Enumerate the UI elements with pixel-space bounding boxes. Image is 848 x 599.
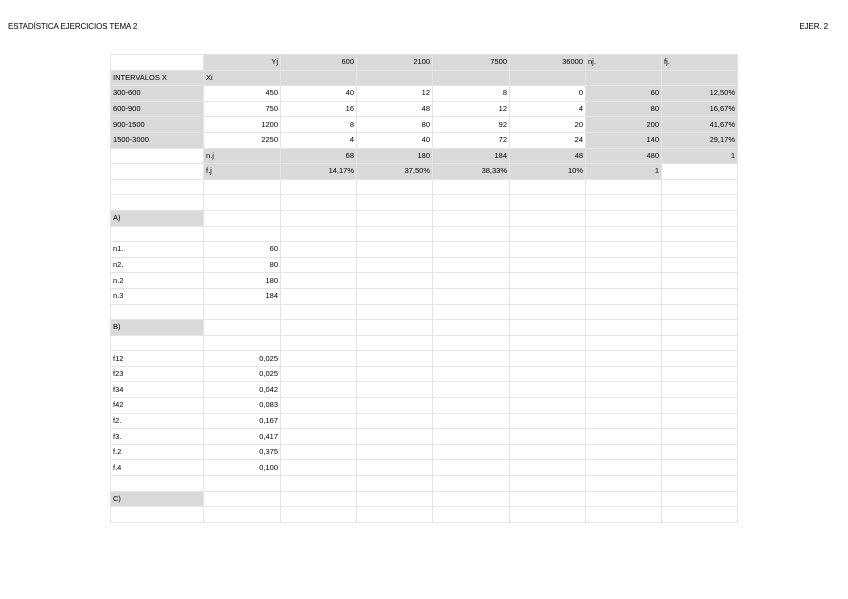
empty-cell[interactable]	[510, 226, 586, 242]
empty-cell[interactable]	[433, 429, 510, 445]
empty-cell[interactable]	[662, 320, 738, 336]
empty-cell[interactable]	[510, 179, 586, 195]
section-a-row	[111, 210, 738, 226]
header-blank[interactable]	[510, 70, 586, 86]
fj-value[interactable]: 37,50%	[357, 164, 433, 180]
header-row-y	[111, 55, 738, 71]
nj-total[interactable]: 480	[586, 148, 662, 164]
frequency-cell[interactable]: 48	[357, 101, 433, 117]
empty-cell[interactable]	[204, 179, 281, 195]
empty-cell[interactable]	[510, 366, 586, 382]
answer-row	[111, 398, 738, 414]
nj-value[interactable]: 184	[433, 148, 510, 164]
answer-row	[111, 429, 738, 445]
empty-cell[interactable]	[662, 382, 738, 398]
empty-cell[interactable]	[111, 164, 204, 180]
answer-value[interactable]: 0,025	[204, 366, 281, 382]
empty-cell[interactable]	[433, 195, 510, 211]
frequency-cell[interactable]: 24	[510, 132, 586, 148]
fj-value[interactable]: 10%	[510, 164, 586, 180]
empty-cell[interactable]	[586, 491, 662, 507]
frequency-cell[interactable]: 20	[510, 117, 586, 133]
interval-label[interactable]: 900-1500	[111, 117, 204, 133]
empty-cell[interactable]	[281, 382, 357, 398]
empty-cell[interactable]	[357, 398, 433, 414]
empty-cell[interactable]	[586, 335, 662, 351]
empty-cell[interactable]	[204, 491, 281, 507]
answer-row	[111, 444, 738, 460]
empty-cell[interactable]	[204, 335, 281, 351]
empty-cell[interactable]	[510, 195, 586, 211]
ni-value[interactable]: 60	[586, 86, 662, 102]
empty-cell[interactable]	[586, 507, 662, 523]
empty-cell[interactable]	[111, 179, 204, 195]
exercise-number: EJER. 2	[799, 22, 828, 31]
empty-cell[interactable]	[357, 210, 433, 226]
empty-cell[interactable]	[281, 491, 357, 507]
fi-value[interactable]: 12,50%	[662, 86, 738, 102]
empty-cell[interactable]	[433, 304, 510, 320]
empty-cell[interactable]	[586, 288, 662, 304]
intervals-label[interactable]: INTERVALOS X	[111, 70, 204, 86]
empty-cell[interactable]	[586, 444, 662, 460]
answer-value[interactable]: 80	[204, 257, 281, 273]
empty-cell[interactable]	[281, 304, 357, 320]
answer-name[interactable]: f2.	[111, 413, 204, 429]
corner-cell[interactable]	[111, 55, 204, 71]
empty-cell[interactable]	[586, 382, 662, 398]
data-row	[111, 132, 738, 148]
fi-value[interactable]: 29,17%	[662, 132, 738, 148]
fj-total[interactable]: 1	[586, 164, 662, 180]
frequency-cell[interactable]: 80	[357, 117, 433, 133]
empty-cell[interactable]	[586, 273, 662, 289]
empty-cell[interactable]	[662, 366, 738, 382]
empty-cell[interactable]	[281, 398, 357, 414]
empty-cell[interactable]	[281, 242, 357, 258]
fi-value[interactable]: 16,67%	[662, 101, 738, 117]
xi-value[interactable]: 1200	[204, 117, 281, 133]
empty-cell[interactable]	[510, 382, 586, 398]
empty-cell[interactable]	[357, 444, 433, 460]
answer-value[interactable]: 0,417	[204, 429, 281, 445]
empty-cell[interactable]	[281, 444, 357, 460]
frequency-cell[interactable]: 4	[510, 101, 586, 117]
empty-cell[interactable]	[510, 507, 586, 523]
interval-label[interactable]: 600-900	[111, 101, 204, 117]
empty-cell[interactable]	[357, 335, 433, 351]
empty-cell[interactable]	[204, 507, 281, 523]
sheet-row	[111, 195, 738, 211]
section-c-row	[111, 491, 738, 507]
fi-total[interactable]: 1	[662, 148, 738, 164]
empty-cell[interactable]	[281, 257, 357, 273]
fj-row	[111, 164, 738, 180]
empty-cell[interactable]	[433, 273, 510, 289]
empty-cell[interactable]	[586, 413, 662, 429]
empty-cell[interactable]	[357, 366, 433, 382]
nj-value[interactable]: 68	[281, 148, 357, 164]
empty-cell[interactable]	[586, 242, 662, 258]
fj-value[interactable]: 38,33%	[433, 164, 510, 180]
sheet-row	[111, 507, 738, 523]
answer-row	[111, 257, 738, 273]
sheet-row	[111, 304, 738, 320]
ni-value[interactable]: 200	[586, 117, 662, 133]
empty-cell[interactable]	[662, 351, 738, 367]
empty-cell[interactable]	[281, 288, 357, 304]
empty-cell[interactable]	[433, 491, 510, 507]
empty-cell[interactable]	[510, 351, 586, 367]
empty-cell[interactable]	[510, 304, 586, 320]
header-row-x	[111, 70, 738, 86]
answer-name[interactable]: n.2	[111, 273, 204, 289]
frequency-cell[interactable]: 4	[281, 132, 357, 148]
empty-cell[interactable]	[111, 148, 204, 164]
empty-cell[interactable]	[586, 257, 662, 273]
empty-cell[interactable]	[662, 491, 738, 507]
empty-cell[interactable]	[662, 429, 738, 445]
empty-cell[interactable]	[662, 304, 738, 320]
empty-cell[interactable]	[510, 476, 586, 492]
empty-cell[interactable]	[510, 273, 586, 289]
empty-cell[interactable]	[586, 195, 662, 211]
empty-cell[interactable]	[357, 460, 433, 476]
nj-value[interactable]: 48	[510, 148, 586, 164]
empty-cell[interactable]	[281, 429, 357, 445]
answer-name[interactable]: f23	[111, 366, 204, 382]
empty-cell[interactable]	[433, 366, 510, 382]
answer-value[interactable]: 0,025	[204, 351, 281, 367]
header-blank[interactable]	[281, 70, 357, 86]
answer-value[interactable]: 0,167	[204, 413, 281, 429]
ni-dot-label[interactable]: nj.	[586, 55, 662, 71]
answer-value[interactable]: 0,100	[204, 460, 281, 476]
empty-cell[interactable]	[662, 273, 738, 289]
nj-row	[111, 148, 738, 164]
answer-name[interactable]: n1.	[111, 242, 204, 258]
answer-value[interactable]: 60	[204, 242, 281, 258]
empty-cell[interactable]	[204, 320, 281, 336]
empty-cell[interactable]	[433, 413, 510, 429]
answer-row	[111, 460, 738, 476]
empty-cell[interactable]	[510, 444, 586, 460]
empty-cell[interactable]	[510, 257, 586, 273]
data-row	[111, 101, 738, 117]
empty-cell[interactable]	[662, 195, 738, 211]
empty-cell[interactable]	[357, 382, 433, 398]
empty-cell[interactable]	[662, 507, 738, 523]
empty-cell[interactable]	[433, 476, 510, 492]
y-value[interactable]: 2100	[357, 55, 433, 71]
empty-cell[interactable]	[357, 242, 433, 258]
data-row	[111, 117, 738, 133]
empty-cell[interactable]	[281, 210, 357, 226]
empty-cell[interactable]	[111, 476, 204, 492]
empty-cell[interactable]	[662, 413, 738, 429]
interval-label[interactable]: 300-600	[111, 86, 204, 102]
answer-value[interactable]: 184	[204, 288, 281, 304]
empty-cell[interactable]	[357, 429, 433, 445]
empty-cell[interactable]	[510, 210, 586, 226]
yj-label[interactable]: Yj	[204, 55, 281, 71]
empty-cell[interactable]	[357, 476, 433, 492]
empty-cell[interactable]	[510, 429, 586, 445]
empty-cell[interactable]	[433, 226, 510, 242]
frequency-cell[interactable]: 12	[433, 101, 510, 117]
empty-cell[interactable]	[357, 195, 433, 211]
sheet-row	[111, 226, 738, 242]
empty-cell[interactable]	[433, 444, 510, 460]
frequency-cell[interactable]: 12	[357, 86, 433, 102]
empty-cell[interactable]	[433, 179, 510, 195]
answer-row	[111, 382, 738, 398]
fj-value[interactable]: 14,17%	[281, 164, 357, 180]
ni-value[interactable]: 140	[586, 132, 662, 148]
header-blank[interactable]	[357, 70, 433, 86]
frequency-cell[interactable]: 72	[433, 132, 510, 148]
empty-cell[interactable]	[357, 257, 433, 273]
nj-value[interactable]: 180	[357, 148, 433, 164]
answer-value[interactable]: 0,083	[204, 398, 281, 414]
empty-cell[interactable]	[111, 304, 204, 320]
empty-cell[interactable]	[586, 398, 662, 414]
empty-cell[interactable]	[357, 507, 433, 523]
fi-value[interactable]: 41,67%	[662, 117, 738, 133]
empty-cell[interactable]	[433, 351, 510, 367]
answer-name[interactable]: f3.	[111, 429, 204, 445]
empty-cell[interactable]	[204, 226, 281, 242]
empty-cell[interactable]	[433, 382, 510, 398]
answer-row	[111, 273, 738, 289]
empty-cell[interactable]	[662, 226, 738, 242]
empty-cell[interactable]	[662, 476, 738, 492]
empty-cell[interactable]	[281, 476, 357, 492]
empty-cell[interactable]	[281, 413, 357, 429]
empty-cell[interactable]	[586, 320, 662, 336]
empty-cell[interactable]	[586, 351, 662, 367]
empty-cell[interactable]	[357, 273, 433, 289]
empty-cell[interactable]	[111, 195, 204, 211]
header-blank[interactable]	[662, 70, 738, 86]
empty-cell[interactable]	[357, 351, 433, 367]
answer-row	[111, 366, 738, 382]
empty-cell[interactable]	[586, 304, 662, 320]
empty-cell[interactable]	[510, 460, 586, 476]
answer-name[interactable]: f.2	[111, 444, 204, 460]
empty-cell[interactable]	[357, 320, 433, 336]
interval-label[interactable]: 1500-3000	[111, 132, 204, 148]
empty-cell[interactable]	[433, 288, 510, 304]
empty-cell[interactable]	[586, 210, 662, 226]
ni-value[interactable]: 80	[586, 101, 662, 117]
header-blank[interactable]	[433, 70, 510, 86]
xi-value[interactable]: 2250	[204, 132, 281, 148]
sheet-row	[111, 335, 738, 351]
answer-value[interactable]: 0,042	[204, 382, 281, 398]
empty-cell[interactable]	[662, 257, 738, 273]
empty-cell[interactable]	[662, 179, 738, 195]
answer-row	[111, 288, 738, 304]
fj-label[interactable]: f.j	[204, 164, 281, 180]
empty-cell[interactable]	[662, 398, 738, 414]
fi-dot-label[interactable]: fj.	[662, 55, 738, 71]
empty-cell[interactable]	[662, 288, 738, 304]
empty-cell[interactable]	[433, 335, 510, 351]
empty-cell[interactable]	[281, 335, 357, 351]
xi-label[interactable]: Xi	[204, 70, 281, 86]
empty-cell[interactable]	[204, 476, 281, 492]
empty-cell[interactable]	[433, 398, 510, 414]
empty-cell[interactable]	[510, 288, 586, 304]
empty-cell[interactable]	[662, 210, 738, 226]
empty-cell[interactable]	[433, 460, 510, 476]
empty-cell[interactable]	[510, 242, 586, 258]
empty-cell[interactable]	[204, 304, 281, 320]
sheet-row	[111, 179, 738, 195]
empty-cell[interactable]	[662, 444, 738, 460]
empty-cell[interactable]	[510, 491, 586, 507]
section-b-label[interactable]: B)	[111, 320, 204, 336]
empty-cell[interactable]	[357, 288, 433, 304]
answer-row	[111, 351, 738, 367]
empty-cell[interactable]	[281, 179, 357, 195]
section-b-row	[111, 320, 738, 336]
empty-cell[interactable]	[433, 210, 510, 226]
empty-cell[interactable]	[510, 413, 586, 429]
answer-name[interactable]: n2.	[111, 257, 204, 273]
answer-name[interactable]: f42	[111, 398, 204, 414]
empty-cell[interactable]	[357, 179, 433, 195]
empty-cell[interactable]	[281, 226, 357, 242]
empty-cell[interactable]	[281, 273, 357, 289]
empty-cell[interactable]	[281, 195, 357, 211]
answer-name[interactable]: f12	[111, 351, 204, 367]
empty-cell[interactable]	[204, 195, 281, 211]
empty-cell[interactable]	[433, 242, 510, 258]
empty-cell[interactable]	[357, 304, 433, 320]
frequency-cell[interactable]: 92	[433, 117, 510, 133]
empty-cell[interactable]	[281, 366, 357, 382]
empty-cell[interactable]	[662, 335, 738, 351]
empty-cell[interactable]	[510, 335, 586, 351]
frequency-cell[interactable]: 16	[281, 101, 357, 117]
frequency-cell[interactable]: 0	[510, 86, 586, 102]
y-value[interactable]: 7500	[433, 55, 510, 71]
y-value[interactable]: 36000	[510, 55, 586, 71]
xi-value[interactable]: 750	[204, 101, 281, 117]
empty-cell[interactable]	[662, 242, 738, 258]
empty-cell[interactable]	[433, 320, 510, 336]
section-a-label[interactable]: A)	[111, 210, 204, 226]
empty-cell[interactable]	[111, 335, 204, 351]
xi-value[interactable]: 450	[204, 86, 281, 102]
empty-cell[interactable]	[204, 210, 281, 226]
empty-cell[interactable]	[586, 460, 662, 476]
empty-cell[interactable]	[510, 320, 586, 336]
empty-cell[interactable]	[510, 398, 586, 414]
empty-cell[interactable]	[586, 226, 662, 242]
header-blank[interactable]	[586, 70, 662, 86]
empty-cell[interactable]	[281, 507, 357, 523]
empty-cell[interactable]	[586, 476, 662, 492]
frequency-cell[interactable]: 8	[433, 86, 510, 102]
answer-name[interactable]: f.4	[111, 460, 204, 476]
empty-cell[interactable]	[357, 491, 433, 507]
empty-cell[interactable]	[357, 226, 433, 242]
answer-row	[111, 413, 738, 429]
empty-cell[interactable]	[433, 507, 510, 523]
frequency-cell[interactable]: 40	[281, 86, 357, 102]
empty-cell[interactable]	[586, 179, 662, 195]
section-c-label[interactable]: C)	[111, 491, 204, 507]
y-value[interactable]: 600	[281, 55, 357, 71]
nj-label[interactable]: n.j	[204, 148, 281, 164]
data-row	[111, 86, 738, 102]
answer-value[interactable]: 180	[204, 273, 281, 289]
answer-value[interactable]: 0,375	[204, 444, 281, 460]
sheet-row	[111, 476, 738, 492]
empty-cell[interactable]	[586, 429, 662, 445]
empty-cell[interactable]	[662, 164, 738, 180]
empty-cell[interactable]	[662, 460, 738, 476]
answer-name[interactable]: n.3	[111, 288, 204, 304]
spreadsheet-table	[110, 54, 738, 523]
empty-cell[interactable]	[357, 413, 433, 429]
answer-row	[111, 242, 738, 258]
empty-cell[interactable]	[281, 460, 357, 476]
document-title: ESTADÍSTICA EJERCICIOS TEMA 2	[8, 22, 138, 31]
empty-cell[interactable]	[281, 351, 357, 367]
empty-cell[interactable]	[586, 366, 662, 382]
frequency-cell[interactable]: 40	[357, 132, 433, 148]
empty-cell[interactable]	[111, 507, 204, 523]
answer-name[interactable]: f34	[111, 382, 204, 398]
empty-cell[interactable]	[433, 257, 510, 273]
empty-cell[interactable]	[281, 320, 357, 336]
frequency-cell[interactable]: 8	[281, 117, 357, 133]
empty-cell[interactable]	[111, 226, 204, 242]
